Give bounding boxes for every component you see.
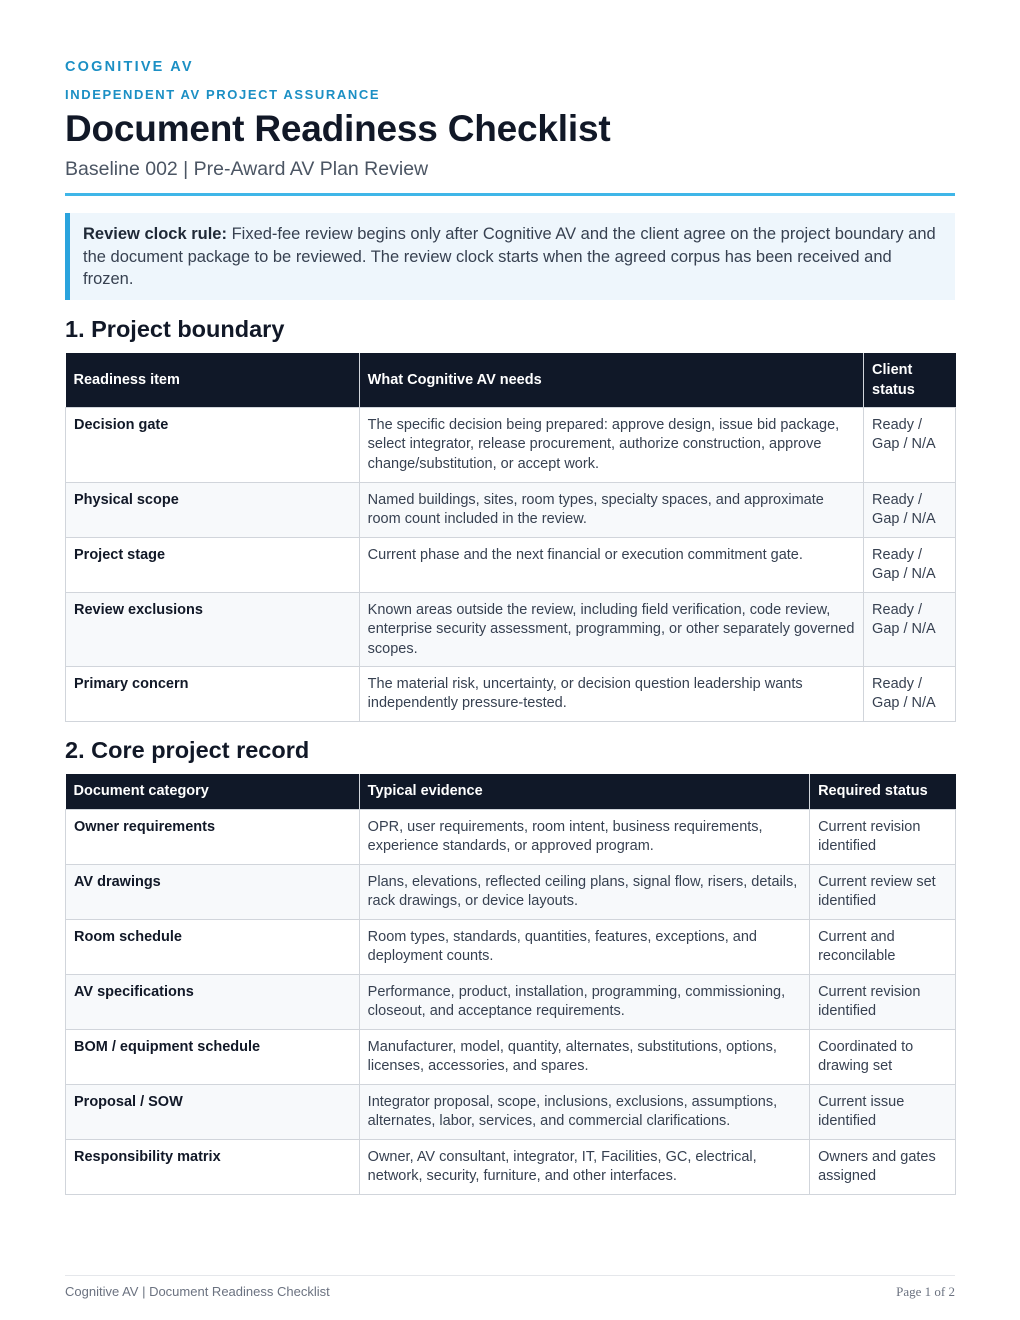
table-header-row	[66, 353, 956, 407]
callout-label: Review clock rule:	[83, 225, 227, 243]
page-title: Document Readiness Checklist	[65, 108, 611, 149]
readiness-need: The specific decision being prepared: approve design, issue bid package, select integrator, release procurement, authorize construction, approve change/substitution, or accept work.	[359, 407, 863, 482]
table-row	[66, 482, 956, 537]
column-header: Typical evidence	[359, 774, 809, 809]
readiness-item: Primary concern	[66, 666, 360, 721]
column-header: Required status	[810, 774, 956, 809]
readiness-item: Review exclusions	[66, 592, 360, 666]
required-status: Current issue identified	[810, 1084, 956, 1139]
required-status: Coordinated to drawing set	[810, 1029, 956, 1084]
document-category: AV specifications	[66, 974, 360, 1029]
page-subtitle: Baseline 002 | Pre-Award AV Plan Review	[65, 158, 429, 180]
required-status: Current and reconcilable	[810, 919, 956, 974]
column-header: What Cognitive AV needs	[359, 353, 863, 407]
client-status: Ready / Gap / N/A	[864, 407, 956, 482]
required-status: Owners and gates assigned	[810, 1139, 956, 1194]
column-header: Client status	[864, 353, 956, 407]
review-clock-callout	[65, 213, 955, 300]
typical-evidence: Owner, AV consultant, integrator, IT, Facilities, GC, electrical, network, security, furniture, and other interfaces.	[359, 1139, 809, 1194]
client-status: Ready / Gap / N/A	[864, 482, 956, 537]
column-header: Document category	[66, 774, 360, 809]
table-row	[66, 407, 956, 482]
typical-evidence: Integrator proposal, scope, inclusions, exclusions, assumptions, alternates, labor, services, and commercial clarifications.	[359, 1084, 809, 1139]
footer-document-name: Cognitive AV | Document Readiness Checklist	[65, 1284, 330, 1299]
page-number: Page 1 of 2	[896, 1284, 955, 1299]
readiness-item: Project stage	[66, 537, 360, 592]
readiness-need: Current phase and the next financial or execution commitment gate.	[359, 537, 863, 592]
table-row	[66, 974, 956, 1029]
brand-name: COGNITIVE AV	[65, 59, 194, 75]
project-boundary-table	[65, 353, 956, 722]
typical-evidence: Room types, standards, quantities, features, exceptions, and deployment counts.	[359, 919, 809, 974]
table-row	[66, 537, 956, 592]
required-status: Current revision identified	[810, 809, 956, 864]
table-row	[66, 592, 956, 666]
table-row	[66, 1084, 956, 1139]
document-category: BOM / equipment schedule	[66, 1029, 360, 1084]
section-heading-project-boundary: 1. Project boundary	[65, 316, 285, 342]
document-category: Room schedule	[66, 919, 360, 974]
readiness-need: Known areas outside the review, including field verification, code review, enterprise security assessment, programming, or other separately governed scopes.	[359, 592, 863, 666]
header-divider	[65, 193, 955, 196]
document-category: AV drawings	[66, 864, 360, 919]
table-row	[66, 919, 956, 974]
footer-divider	[65, 1275, 955, 1276]
column-header: Readiness item	[66, 353, 360, 407]
client-status: Ready / Gap / N/A	[864, 537, 956, 592]
table-row	[66, 1029, 956, 1084]
table-row	[66, 809, 956, 864]
table-row	[66, 864, 956, 919]
required-status: Current revision identified	[810, 974, 956, 1029]
table-row	[66, 666, 956, 721]
document-category: Responsibility matrix	[66, 1139, 360, 1194]
readiness-item: Decision gate	[66, 407, 360, 482]
readiness-item: Physical scope	[66, 482, 360, 537]
document-category: Proposal / SOW	[66, 1084, 360, 1139]
typical-evidence: Performance, product, installation, programming, commissioning, closeout, and acceptance requirements.	[359, 974, 809, 1029]
brand-tagline: INDEPENDENT AV PROJECT ASSURANCE	[65, 87, 381, 102]
callout-text: Fixed-fee review begins only after Cognitive AV and the client agree on the project boundary and the document package to be reviewed. The review clock starts when the agreed corpus has been received and frozen.	[83, 225, 936, 288]
readiness-need: The material risk, uncertainty, or decision question leadership wants independently pressure-tested.	[359, 666, 863, 721]
readiness-need: Named buildings, sites, room types, specialty spaces, and approximate room count included in the review.	[359, 482, 863, 537]
table-row	[66, 1139, 956, 1194]
core-project-record-table	[65, 774, 956, 1195]
typical-evidence: OPR, user requirements, room intent, business requirements, experience standards, or approved program.	[359, 809, 809, 864]
client-status: Ready / Gap / N/A	[864, 666, 956, 721]
client-status: Ready / Gap / N/A	[864, 592, 956, 666]
typical-evidence: Manufacturer, model, quantity, alternates, substitutions, options, licenses, accessories, and spares.	[359, 1029, 809, 1084]
section-heading-core-project-record: 2. Core project record	[65, 737, 310, 763]
typical-evidence: Plans, elevations, reflected ceiling plans, signal flow, risers, details, rack drawings, or device layouts.	[359, 864, 809, 919]
table-header-row	[66, 774, 956, 809]
required-status: Current review set identified	[810, 864, 956, 919]
document-category: Owner requirements	[66, 809, 360, 864]
